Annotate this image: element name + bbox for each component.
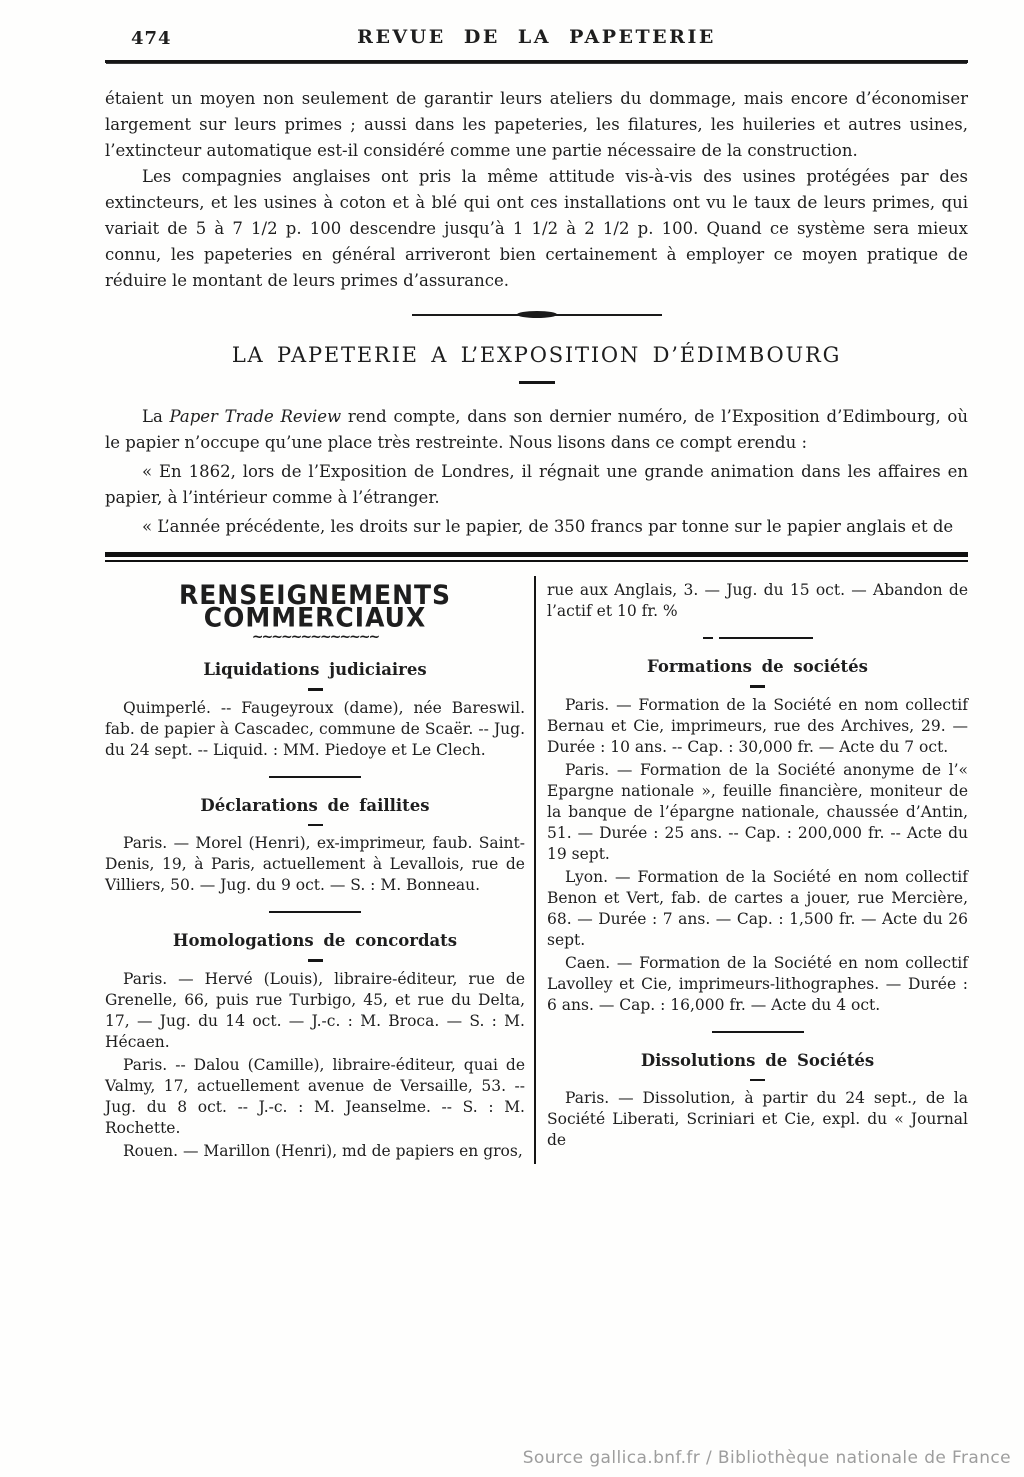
intro-text-post: rend compte, dans son dernier numéro, de l’Exposition d’Edimbourg, où le papier n’occupe qu’une place très restreinte. Nous lisons dans ce compt erendu : — [105, 407, 968, 452]
notice-entry: Lyon. — Formation de la Société en nom collectif Benon et Vert, fab. de cartes a jouer, rue Mercière, 68. — Durée : 7 ans. — Cap. : 1,500 fr. — Acte du 26 sept. — [547, 867, 968, 949]
notice-entry: Paris. — Formation de la Société anonyme de l’« Epargne nationale », feuille financière, moniteur de la banque de l’épargne nationale, chaussée d’Antin, 51. — Durée : 25 ans. -- Cap. : 200,000 fr. -- Acte du 19 sept. — [547, 760, 968, 863]
subsection-title-liquidations: Liquidations judiciaires — [203, 660, 427, 679]
right-column — [536, 576, 968, 1164]
intro-paragraph — [105, 404, 968, 456]
journal-title: REVUE DE LA PAPETERIE — [357, 26, 716, 48]
commercial-columns — [105, 576, 968, 1164]
notice-entry: Paris. — Formation de la Société en nom collectif Bernau et Cie, imprimeurs, rue des Archives, 29. — Durée : 10 ans. -- Cap. : 30,000 fr. — Acte du 7 oct. — [547, 695, 968, 756]
intro-text-pre: La — [142, 407, 170, 426]
article-paragraph: étaient un moyen non seulement de garantir leurs ateliers du dommage, mais encore d’économiser largement sur leurs primes ; aussi dans les papeteries, les filatures, les huileries et autres usines, l’extincteur automatique est-il considéré comme une partie nécessaire de la construction. — [105, 89, 968, 160]
subsection-dash — [308, 959, 323, 962]
diamond-ornament-divider — [412, 310, 662, 319]
page-content — [105, 0, 968, 1164]
notice-entry: Rouen. — Marillon (Henri), md de papiers en gros, — [123, 1141, 523, 1160]
subsection-dash — [750, 1079, 765, 1082]
notice-entry: Paris. -- Dalou (Camille), libraire-éditeur, quai de Valmy, 17, actuellement avenue de Versaille, 53. -- Jug. du 8 oct. -- J.-c. : M. Jeanselme. -- S. : M. Rochette. — [105, 1055, 525, 1137]
commercial-heading: RENSEIGNEMENTS COMMERCIAUX — [178, 579, 452, 633]
notice-entry: Paris. — Dissolution, à partir du 24 sept., de la Société Liberati, Scriniari et Cie, expl. du « Journal de — [547, 1089, 968, 1149]
quote-paragraph: « En 1862, lors de l’Exposition de Londres, il régnait une grande animation dans les affaires en papier, à l’intérieur comme à l’étranger. — [105, 462, 968, 507]
subsection-rule — [712, 1031, 804, 1033]
ornament-diamond — [517, 311, 557, 318]
page-number: 474 — [131, 28, 172, 49]
quote-paragraph: « L’année précédente, les droits sur le papier, de 350 francs par tonne sur le papier anglais et de — [142, 517, 954, 536]
notice-continuation: rue aux Anglais, 3. — Jug. du 15 oct. — Abandon de l’actif et 10 fr. % — [547, 581, 968, 620]
subsection-dash — [308, 688, 323, 691]
left-column — [105, 576, 534, 1164]
section-double-rule — [105, 552, 968, 562]
subsection-title-concordats: Homologations de concordats — [172, 931, 458, 950]
subsection-title-dissolutions: Dissolutions de Sociétés — [640, 1050, 875, 1070]
subsection-title-formations: Formations de sociétés — [647, 657, 868, 676]
subsection-dash — [308, 824, 323, 827]
squiggle-divider: ~~~~~~~~~~~~~ — [251, 629, 379, 645]
subsection-title-faillites: Déclarations de faillites — [200, 795, 430, 815]
title-dash-rule — [519, 381, 555, 384]
notice-entry: Caen. — Formation de la Société en nom collectif Lavolley et Cie, imprimeurs-lithographes. — Durée : 6 ans. — Cap. : 16,000 fr. — Acte du 4 oct. — [547, 953, 968, 1014]
subsection-rule — [269, 776, 361, 778]
journal-name-italic: Paper Trade Review — [169, 407, 342, 426]
article-title: LA PAPETERIE A L’EXPOSITION D’ÉDIMBOURG — [231, 343, 842, 367]
gallica-source-credit: Source gallica.bnf.fr / Bibliothèque nationale de France — [522, 1448, 1011, 1468]
article-paragraph: Les compagnies anglaises ont pris la même attitude vis-à-vis des usines protégées par des extincteurs, et les usines à coton et à blé qui ont ces installations ont vu le taux de leurs primes, qui variait de 5 à 7 1/2 p. 100 descendre jusqu’à 1 1/2 à 2 1/2 p. 100. Quand ce système sera mieux connu, les papeteries en général arriveront bien certainement à employer ce moyen pratique de réduire le montant de leurs primes d’assurance. — [105, 167, 968, 290]
header-rule — [105, 60, 968, 63]
subsection-rule — [269, 911, 361, 913]
notice-entry: Quimperlé. -- Faugeyroux (dame), née Bareswil. fab. de papier à Cascadec, commune de Scaër. -- Jug. du 24 sept. -- Liquid. : MM. Piedoye et Le Clech. — [105, 698, 525, 759]
subsection-dash — [750, 685, 765, 688]
subsection-rule — [703, 637, 813, 639]
running-head — [105, 26, 968, 52]
notice-entry: Paris. — Morel (Henri), ex-imprimeur, faub. Saint-Denis, 19, à Paris, actuellement à Levallois, rue de Villiers, 50. — Jug. du 9 oct. — S. : M. Bonneau. — [105, 834, 525, 894]
notice-entry: Paris. — Hervé (Louis), libraire-éditeur, rue de Grenelle, 66, puis rue Turbigo, 45, et rue du Delta, 17, — Jug. du 14 oct. — J.-c. : M. Broca. — S. : M. Hécaen. — [105, 969, 525, 1051]
